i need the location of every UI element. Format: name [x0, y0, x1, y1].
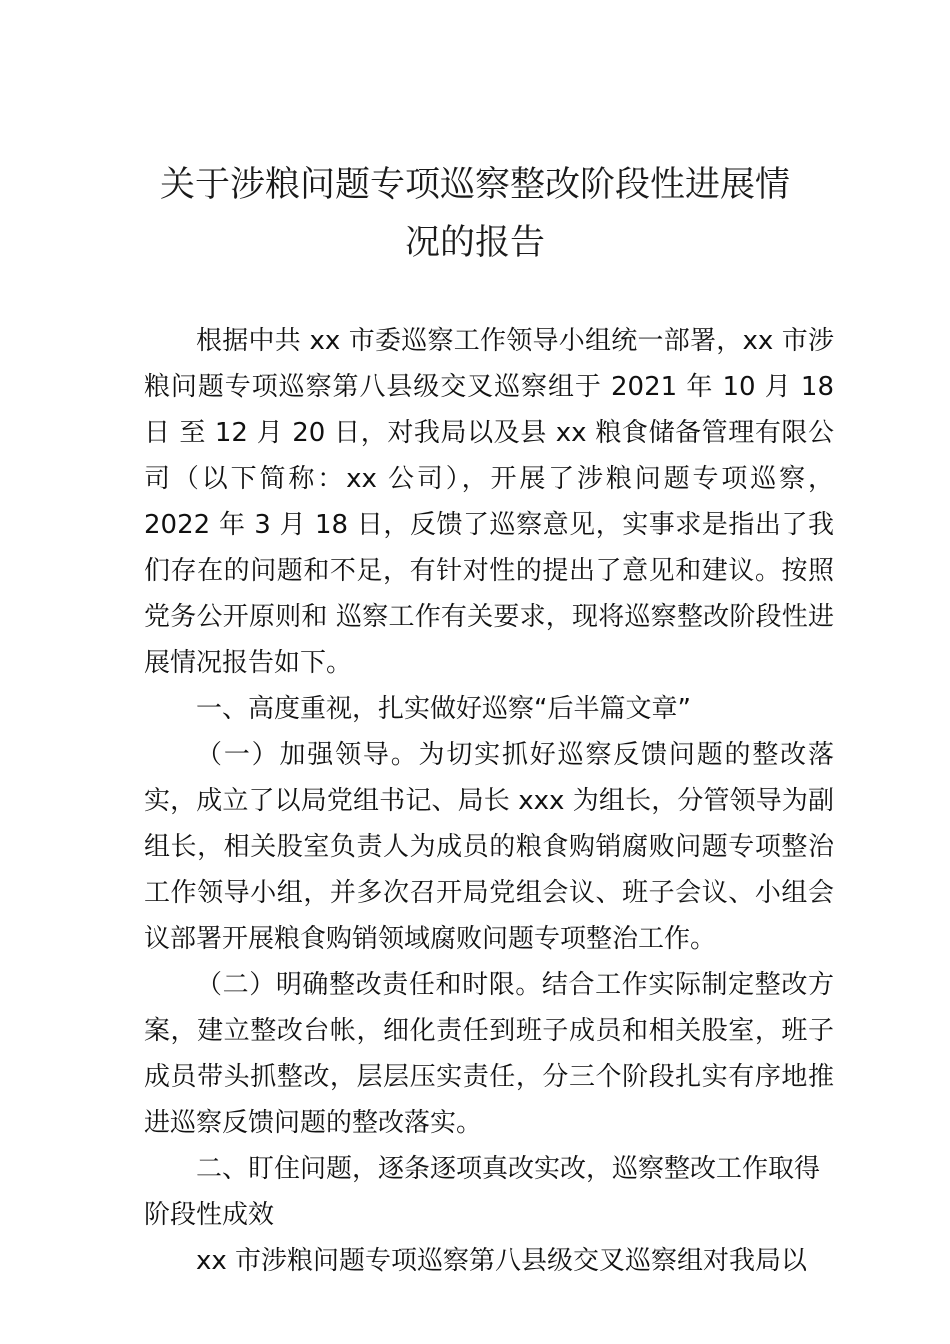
title-line-1: 关于涉粮问题专项巡察整改阶段性进展情: [159, 165, 790, 205]
document-body: [144, 318, 834, 1284]
body-paragraph-partial: xx 市涉粮问题专项巡察第八县级交叉巡察组对我局以: [196, 1246, 808, 1276]
document-title: [140, 156, 810, 272]
title-line-2: 况的报告: [404, 223, 545, 263]
section-heading-1: 一、高度重视，扎实做好巡察“后半篇文章”: [196, 694, 691, 724]
section-heading-2: 二、盯住问题，逐条逐项真改实改，巡察整改工作取得阶段性成效: [144, 1154, 821, 1230]
subsection-paragraph-2: （二）明确整改责任和时限。结合工作实际制定整改方案，建立整改台帐，细化责任到班子成员和相关股室，班子成员带头抓整改，层层压实责任，分三个阶段扎实有序地推进巡察反馈问题的整改落实。: [144, 970, 834, 1138]
subsection-paragraph-1: （一）加强领导。为切实抓好巡察反馈问题的整改落实，成立了以局党组书记、局长 xxx 为组长，分管领导为副组长，相关股室负责人为成员的粮食购销腐败问题专项整治工作领导小组，并多次召开局党组会议、班子会议、小组会议部署开展粮食购销领域腐败问题专项整治工作。: [144, 740, 834, 954]
intro-paragraph: 根据中共 xx 市委巡察工作领导小组统一部署，xx 市涉粮问题专项巡察第八县级交叉巡察组于 2021 年 10 月 18 日 至 12 月 20 日，对我局以及县 xx 粮食储备管理有限公司（以下简称：xx 公司），开展了涉粮问题专项巡察，2022 年 3 月 18 日，反馈了巡察意见，实事求是指出了我们存在的问题和不足，有针对性的提出了意见和建议。按照党务公开原则和 巡察工作有关要求，现将巡察整改阶段性进展情况报告如下。: [144, 326, 834, 678]
